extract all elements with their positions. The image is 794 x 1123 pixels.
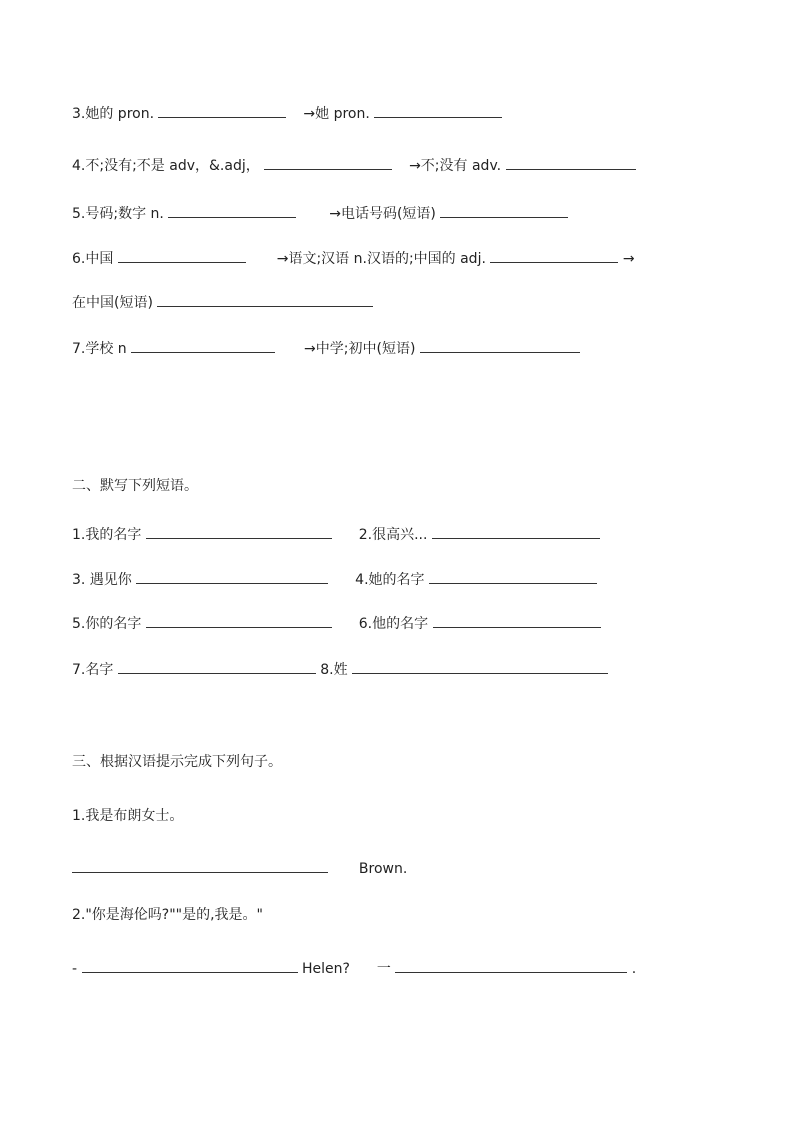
item-6b-blank[interactable]	[157, 290, 373, 307]
phrase-5-blank[interactable]	[146, 611, 332, 628]
item-7-prompt: 7.学校 n	[72, 341, 127, 357]
item-5-prompt: 5.号码;数字 n.	[72, 206, 164, 222]
item-3-prompt: 3.她的 pron.	[72, 106, 155, 122]
sentence-2-blank-2[interactable]	[395, 956, 627, 973]
phrase-row-1	[72, 522, 600, 545]
phrase-4-prompt: 4.她的名字	[355, 572, 425, 588]
phrase-5-prompt: 5.你的名字	[72, 616, 142, 632]
item-4-prompt: 4.不;没有;不是 adv，&.adj，	[72, 158, 260, 174]
item-4-arrow-prompt: →不;没有 adv.	[409, 158, 502, 174]
phrase-7-blank[interactable]	[118, 657, 316, 674]
item-3-blank-1[interactable]	[158, 101, 286, 118]
sentence-2-prompt: 2."你是海伦吗?""是的,我是。"	[72, 907, 263, 923]
sentence-2-mid: Helen?	[301, 961, 350, 977]
sentence-1-prompt: 1.我是布朗女士。	[72, 808, 184, 824]
item-7-blank-1[interactable]	[131, 336, 275, 353]
item-4-blank-1[interactable]	[264, 153, 392, 170]
vocab-item-7	[72, 336, 580, 359]
sentence-2-answer	[72, 956, 636, 979]
sentence-2-end: .	[631, 961, 637, 977]
phrase-3-blank[interactable]	[136, 567, 328, 584]
sentence-2-lead: -	[72, 961, 78, 977]
vocab-item-3	[72, 101, 502, 124]
item-5-blank-2[interactable]	[440, 201, 568, 218]
phrase-8-blank[interactable]	[352, 657, 608, 674]
phrase-2-prompt: 2.很高兴...	[358, 527, 428, 543]
sentence-2-dash: 一	[376, 961, 391, 977]
phrase-6-blank[interactable]	[433, 611, 601, 628]
section-3-heading: 三、根据汉语提示完成下列句子。	[72, 754, 282, 770]
sentence-1-answer	[72, 856, 407, 879]
item-5-blank-1[interactable]	[168, 201, 296, 218]
phrase-row-2	[72, 567, 597, 590]
phrase-1-blank[interactable]	[146, 522, 332, 539]
vocab-item-5	[72, 201, 568, 224]
vocab-item-6	[72, 246, 635, 269]
vocab-item-6b	[72, 290, 373, 313]
phrase-row-4	[72, 657, 608, 680]
phrase-1-prompt: 1.我的名字	[72, 527, 142, 543]
phrase-6-prompt: 6.他的名字	[358, 616, 429, 632]
sentence-1-blank[interactable]	[72, 856, 328, 873]
phrase-7-prompt: 7.名字	[72, 662, 114, 678]
phrase-2-blank[interactable]	[432, 522, 600, 539]
item-6-blank-1[interactable]	[118, 246, 246, 263]
item-6b-prompt: 在中国(短语)	[72, 295, 153, 311]
item-7-blank-2[interactable]	[420, 336, 580, 353]
vocab-item-4	[72, 153, 636, 176]
sentence-1-tail: Brown.	[358, 861, 408, 877]
phrase-3-prompt: 3. 遇见你	[72, 572, 132, 588]
item-5-arrow-prompt: →电话号码(短语)	[329, 206, 436, 222]
item-3-blank-2[interactable]	[374, 101, 502, 118]
item-6-arrow-prompt: →语文;汉语 n.汉语的;中国的 adj.	[276, 251, 486, 267]
item-6-tail-arrow: →	[622, 251, 635, 267]
item-7-arrow-prompt: →中学;初中(短语)	[304, 341, 416, 357]
item-3-arrow-prompt: →她 pron.	[303, 106, 370, 122]
section-2-heading: 二、默写下列短语。	[72, 478, 198, 494]
item-6-prompt: 6.中国	[72, 251, 114, 267]
phrase-row-3	[72, 611, 601, 634]
phrase-8-prompt: 8.姓	[320, 662, 348, 678]
phrase-4-blank[interactable]	[429, 567, 597, 584]
sentence-2-blank-1[interactable]	[82, 956, 298, 973]
item-6-blank-2[interactable]	[490, 246, 618, 263]
item-4-blank-2[interactable]	[506, 153, 636, 170]
